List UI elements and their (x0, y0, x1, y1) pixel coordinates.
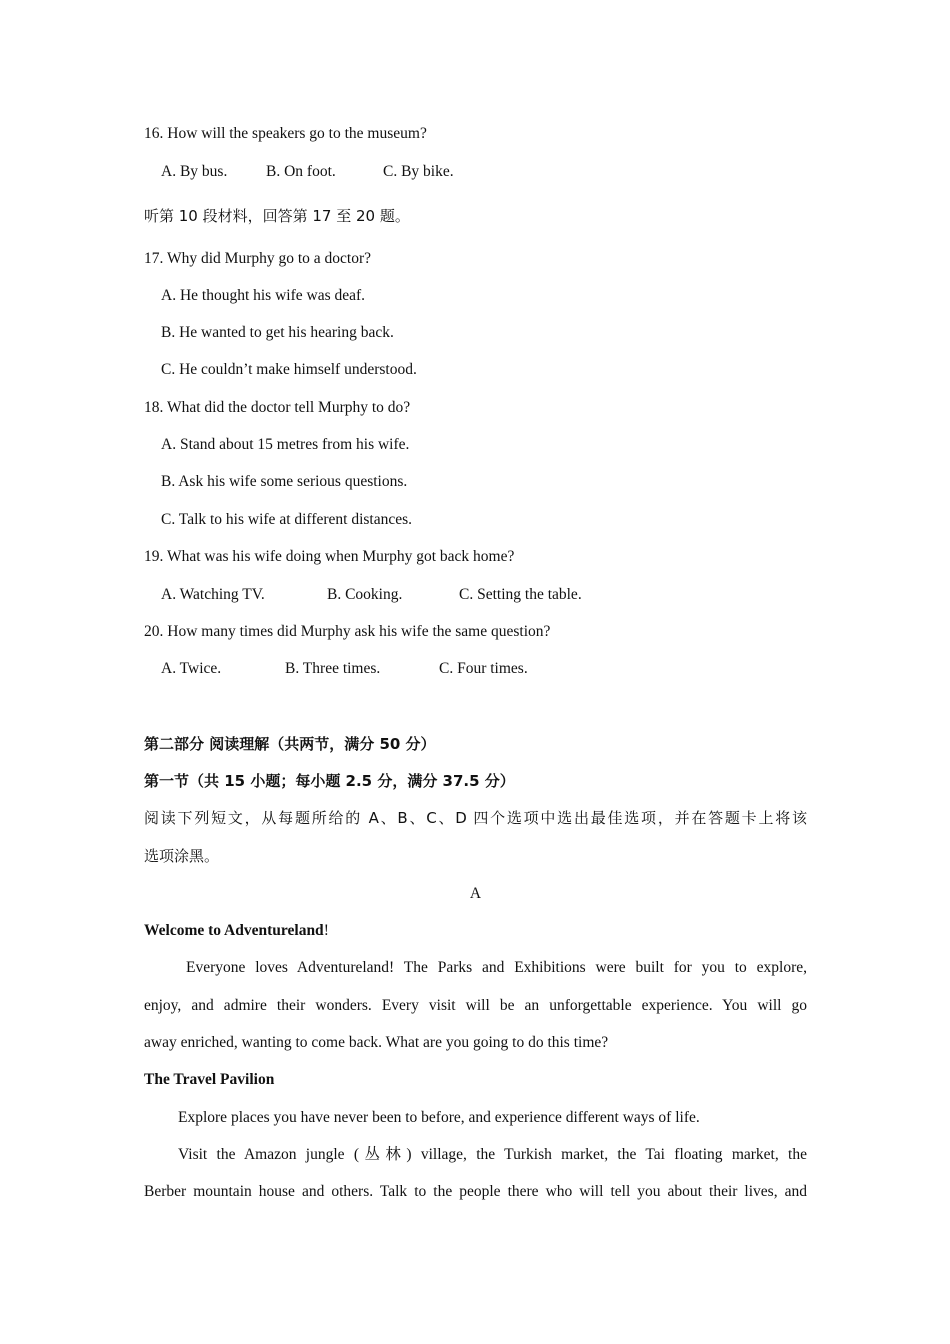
passage-p2: Explore places you have never been to before, and experience different ways of life. (178, 1109, 700, 1126)
q19-option-c: C. Setting the table. (459, 586, 582, 603)
passage-p3-line2: Berber mountain house and others. Talk to the people there who will tell you about their lives, and (144, 1183, 807, 1200)
q19-options (161, 585, 582, 605)
q18-option-b: B. Ask his wife some serious questions. (161, 473, 408, 490)
q20-option-b: B. Three times. (285, 660, 381, 677)
passage-label: A (469, 885, 482, 902)
q16-option-c: C. By bike. (383, 163, 454, 180)
q19-option-b: B. Cooking. (327, 586, 403, 603)
part2-heading: 第二部分 阅读理解（共两节，满分 50 分） (144, 735, 436, 753)
q17-option-c: C. He couldn’t make himself understood. (161, 361, 417, 378)
passage-title-text: Welcome to Adventureland (144, 922, 324, 939)
q17-question: 17. Why did Murphy go to a doctor? (144, 250, 372, 267)
q16-options (161, 162, 454, 182)
q16-option-b: B. On foot. (266, 163, 336, 180)
part2-instruction-line1: 阅读下列短文，从每题所给的 A、B、C、D 四个选项中选出最佳选项，并在答题卡上将该 (144, 809, 807, 827)
part2-instruction-line2: 选项涂黑。 (144, 847, 220, 865)
passage-subheading: The Travel Pavilion (144, 1071, 275, 1088)
passage-p1-line2: enjoy, and admire their wonders. Every visit will be an unforgettable experience. You will go (144, 997, 807, 1014)
q19-question: 19. What was his wife doing when Murphy got back home? (144, 548, 515, 565)
passage-p3-line1: Visit the Amazon jungle (丛林) village, the Turkish market, the Tai floating market, the (178, 1146, 807, 1163)
q20-question: 20. How many times did Murphy ask his wife the same question? (144, 623, 551, 640)
q16-option-a: A. By bus. (161, 163, 228, 180)
q16-question: 16. How will the speakers go to the museum? (144, 125, 427, 142)
q19-option-a: A. Watching TV. (161, 586, 265, 603)
q17-option-b: B. He wanted to get his hearing back. (161, 324, 394, 341)
q18-option-c: C. Talk to his wife at different distances. (161, 511, 413, 528)
passage-p1-line1: Everyone loves Adventureland! The Parks and Exhibitions were built for you to explore, (186, 959, 807, 976)
q20-options (161, 659, 528, 679)
passage-title (144, 921, 329, 941)
section10-instruction: 听第 10 段材料，回答第 17 至 20 题。 (144, 207, 410, 225)
q18-question: 18. What did the doctor tell Murphy to do? (144, 399, 411, 416)
q20-option-a: A. Twice. (161, 660, 222, 677)
q20-option-c: C. Four times. (439, 660, 528, 677)
part2-section1-heading: 第一节（共 15 小题；每小题 2.5 分，满分 37.5 分） (144, 772, 515, 790)
q18-option-a: A. Stand about 15 metres from his wife. (161, 436, 410, 453)
passage-title-mark: ! (323, 922, 329, 939)
q17-option-a: A. He thought his wife was deaf. (161, 287, 366, 304)
passage-p1-line3: away enriched, wanting to come back. What are you going to do this time? (144, 1034, 609, 1051)
